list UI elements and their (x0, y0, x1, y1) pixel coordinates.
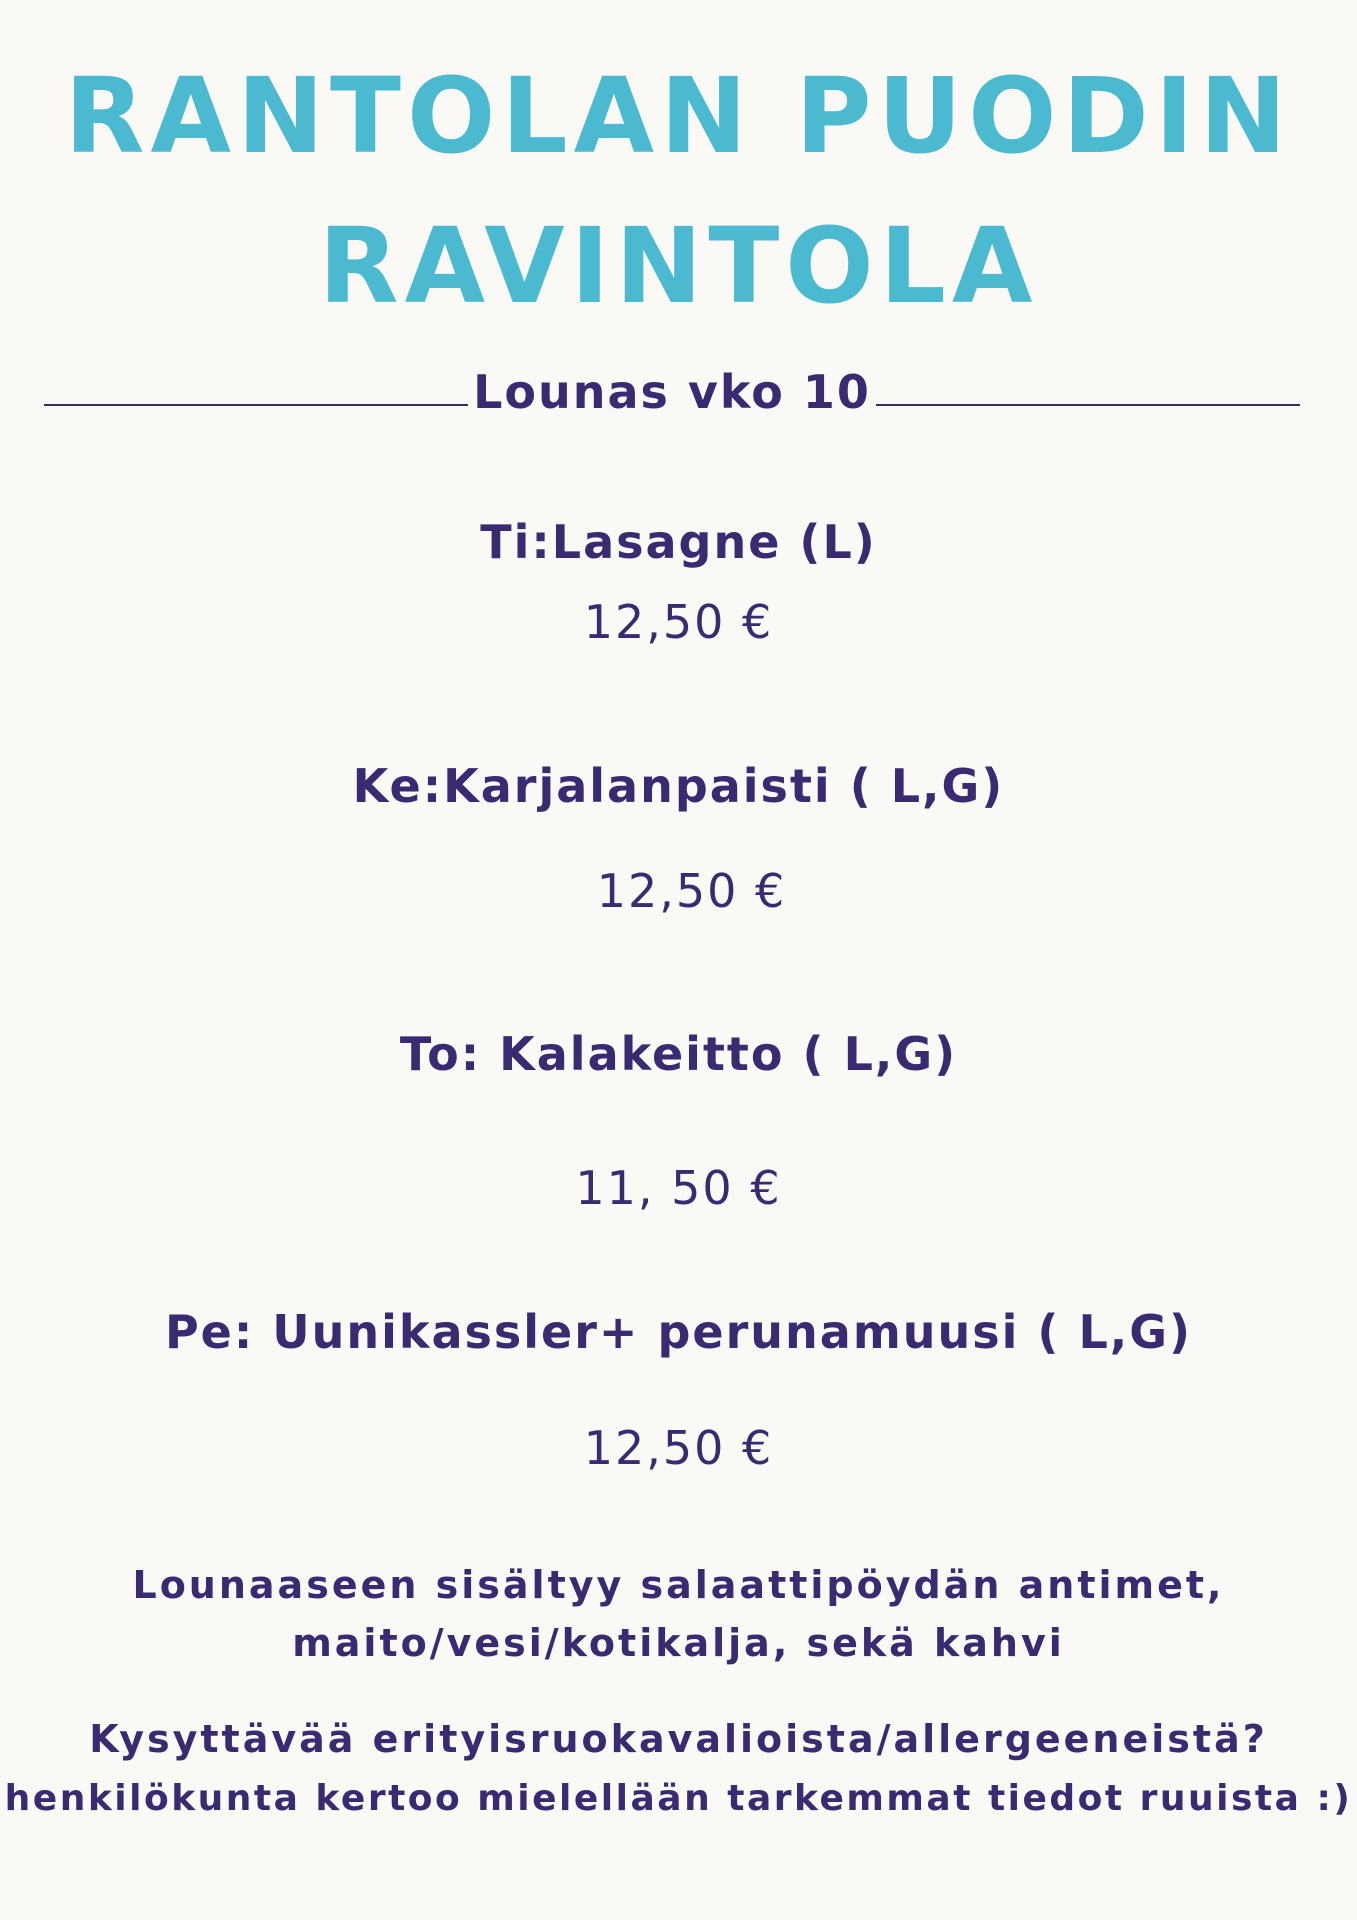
menu-item-thursday-dish: To: Kalakeitto ( L,G) (399, 1027, 958, 1081)
menu-item-wednesday-price: 12,50 € (596, 864, 787, 918)
allergy-note-line-1: Kysyttävää erityisruokavalioista/allergeeneistä? (89, 1717, 1268, 1761)
allergy-note-line-2: henkilökunta kertoo mielellään tarkemmat tiedot ruuista :) (4, 1778, 1353, 1819)
menu-item-friday-dish: Pe: Uunikassler+ perunamuusi ( L,G) (164, 1305, 1193, 1359)
menu-item-tuesday-price: 12,50 € (583, 595, 774, 649)
restaurant-title-line-2: RAVINTOLA (318, 205, 1039, 327)
divider-right (876, 404, 1300, 406)
menu-item-tuesday-dish: Ti:Lasagne (L) (480, 515, 877, 569)
menu-item-wednesday-dish: Ke:Karjalanpaisti ( L,G) (352, 759, 1005, 813)
included-note-line-2: maito/vesi/kotikalja, sekä kahvi (292, 1621, 1065, 1665)
included-note-line-1: Lounaaseen sisältyy salaattipöydän antimet, (132, 1563, 1225, 1607)
divider-left (44, 404, 468, 406)
restaurant-title-line-1: RANTOLAN PUODIN (64, 55, 1293, 177)
week-heading (0, 362, 1357, 422)
menu-item-friday-price: 12,50 € (583, 1421, 774, 1475)
week-label: Lounas vko 10 (473, 365, 871, 419)
menu-item-thursday-price: 11, 50 € (575, 1161, 782, 1215)
